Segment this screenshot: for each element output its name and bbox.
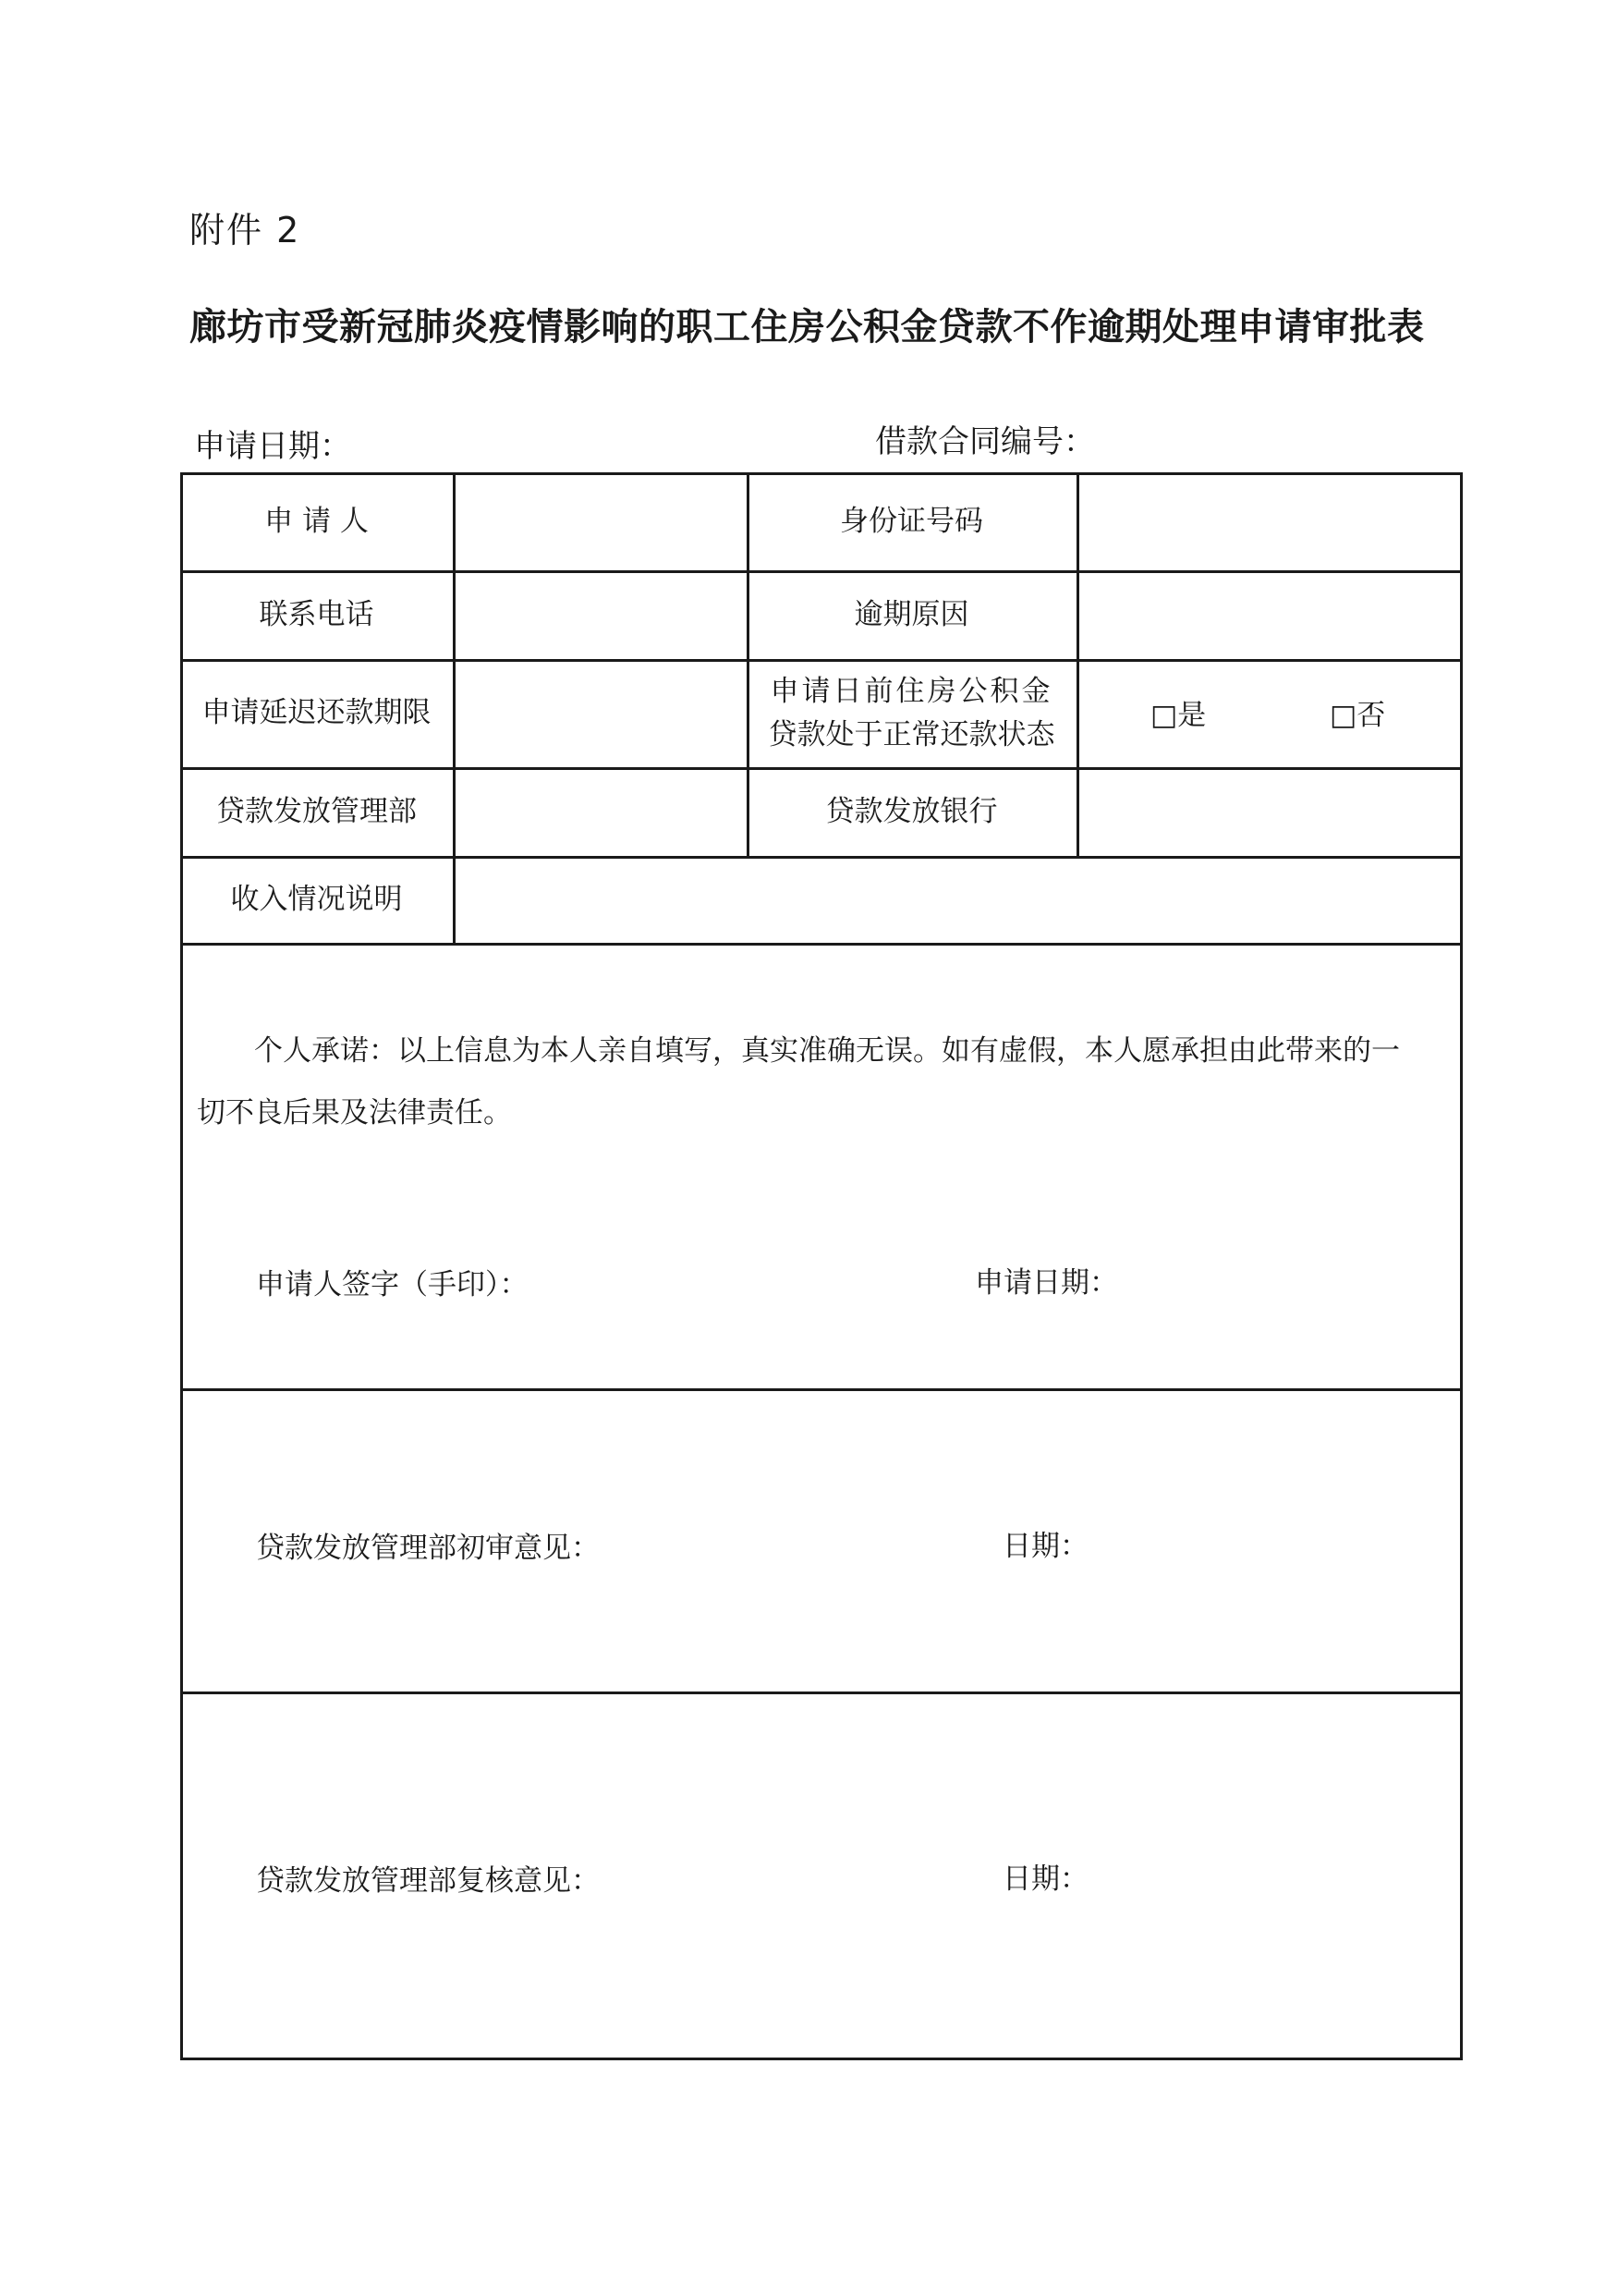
option-no-checkbox[interactable]: □否	[1330, 699, 1386, 732]
commitment-line2: 切不良后果及法律责任。	[197, 1096, 512, 1130]
form-title: 廊坊市受新冠肺炎疫情影响的职工住房公积金贷款不作逾期处理申请审批表	[189, 305, 1425, 348]
normal-status-line1: 申请日前住房公积金	[770, 675, 1053, 708]
loan-dept-input[interactable]	[456, 770, 747, 856]
initial-review-label: 贷款发放管理部初审意见：	[256, 1532, 600, 1565]
applicant-label: 申 请 人	[264, 504, 369, 538]
apply-date-label: 申请日期：	[194, 428, 351, 465]
deferral-term-input[interactable]	[456, 662, 747, 767]
row-divider	[180, 943, 1463, 946]
signature-label: 申请人签字（手印）：	[256, 1268, 529, 1301]
id-number-label: 身份证号码	[840, 504, 983, 538]
table-border-bottom	[180, 2058, 1463, 2060]
normal-status-line2: 贷款处于正常还款状态	[768, 717, 1055, 751]
attachment-label: 附件 2	[189, 210, 301, 250]
loan-bank-input[interactable]	[1079, 770, 1460, 856]
recheck-label: 贷款发放管理部复核意见：	[256, 1864, 600, 1898]
phone-label: 联系电话	[259, 597, 374, 631]
applicant-input[interactable]	[456, 475, 747, 570]
phone-input[interactable]	[456, 573, 747, 659]
commitment-line1: 个人承诺：以上信息为本人亲自填写，真实准确无误。如有虚假，本人愿承担由此带来的一	[254, 1034, 1400, 1068]
overdue-reason-input[interactable]	[1079, 573, 1460, 659]
loan-bank-label: 贷款发放银行	[825, 794, 998, 828]
row-divider	[180, 1388, 1463, 1391]
application-table	[180, 472, 1463, 2060]
table-border-right	[1460, 472, 1463, 2060]
commitment-date-label: 申请日期：	[975, 1266, 1118, 1300]
recheck-date-label: 日期：	[1003, 1862, 1089, 1896]
loan-dept-label: 贷款发放管理部	[216, 794, 417, 828]
income-label: 收入情况说明	[230, 882, 403, 916]
contract-number-label: 借款合同编号：	[875, 423, 1095, 460]
overdue-reason-label: 逾期原因	[854, 597, 969, 631]
id-number-input[interactable]	[1079, 475, 1460, 570]
deferral-term-label: 申请延迟还款期限	[201, 696, 432, 730]
option-yes-checkbox[interactable]: □是	[1150, 699, 1207, 732]
income-input[interactable]	[456, 859, 1460, 943]
normal-status-label	[747, 659, 1077, 767]
row-divider	[180, 1691, 1463, 1694]
initial-review-date-label: 日期：	[1003, 1530, 1089, 1563]
